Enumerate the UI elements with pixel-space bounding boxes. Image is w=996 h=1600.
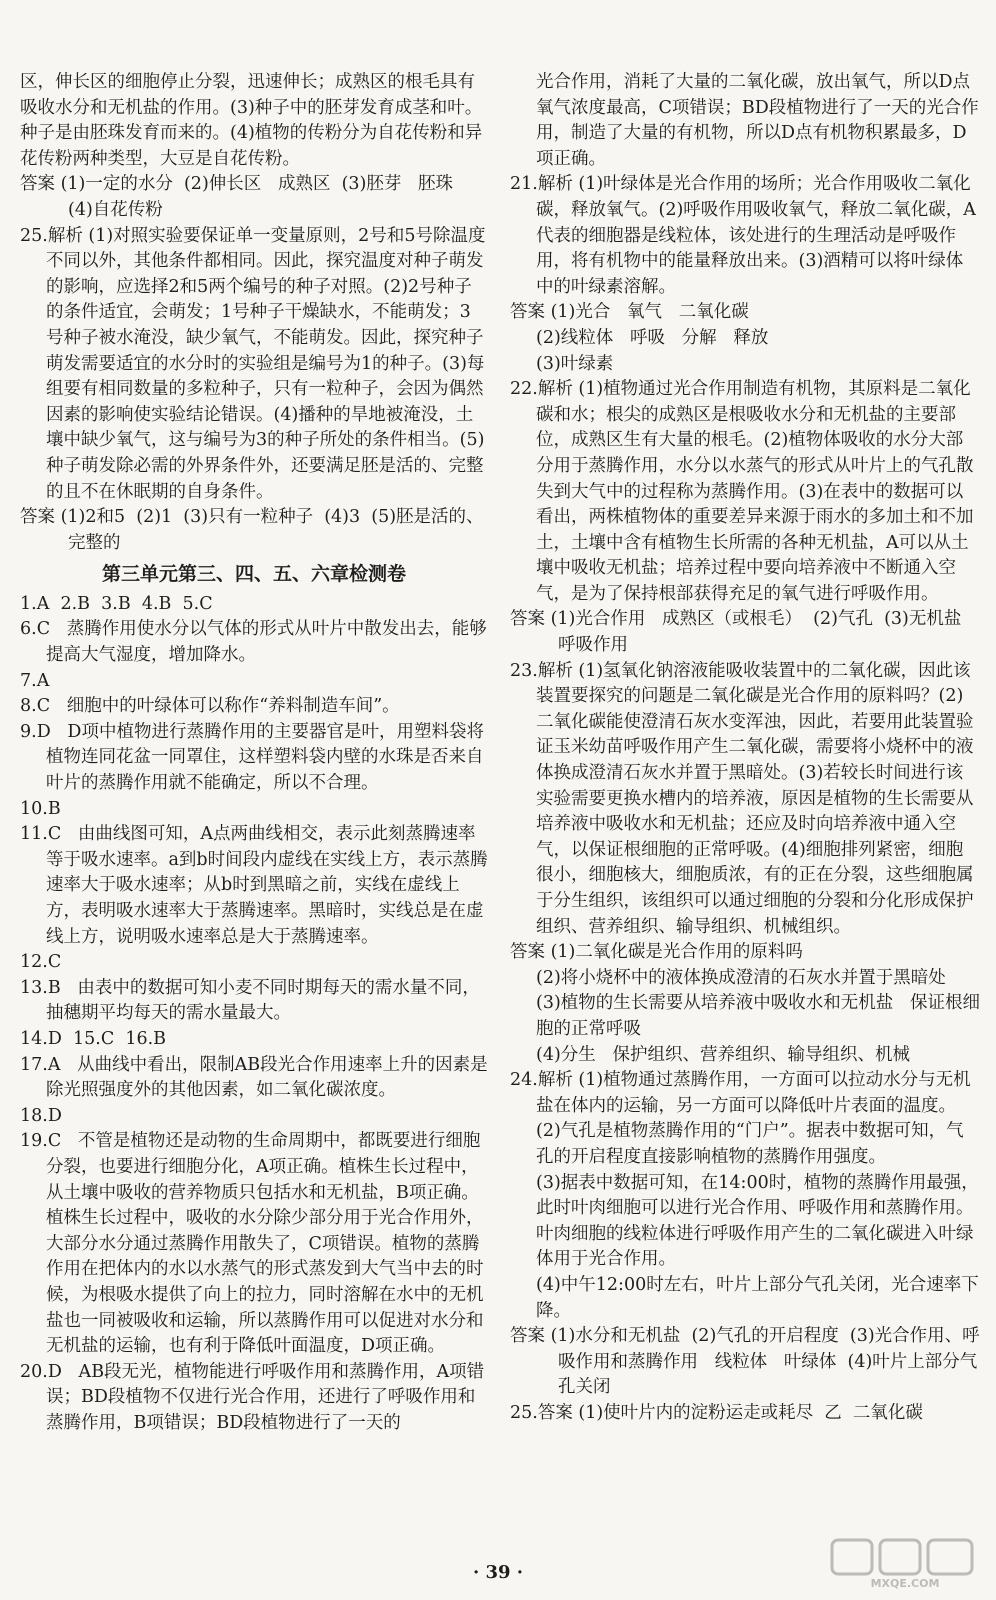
question-item: 18.D [20,1105,62,1126]
question-item: 8.C 细胞中的叶绿体可以称作“养料制造车间”。 [20,696,400,717]
question-item: 20.D AB段无光，植物能进行呼吸作用和蒸腾作用，A项错误；BD段植物不仅进行光合作用，还进行了呼吸作用和蒸腾作用，B项错误；BD段植物进行了一天的 [20,1361,485,1433]
question-item: 22.解析 (1)植物通过光合作用制造有机物，其原料是二氧化碳和水；根尖的成熟区是根吸收水分和无机盐的主要部位，成熟区生有大量的根毛。(2)植物体吸收的水分大部分用于蒸腾作用，水分以水蒸气的形式从叶片上的气孔散失到大气中的过程称为蒸腾作用。(3)在表中的数据可以看出，两株植物体的重要差异来源于雨水的多加土和不加土，土壤中含有植物生长所需的各种无机盐，A可以从土壤中吸收无机盐；培养过程中要向培养液中不断通入空气，是为了保持根部获得充足的氧气进行呼吸作用。 [510,379,974,604]
answer-block: 答案 (1)水分和无机盐 (2)气孔的开启程度 (3)光合作用、呼吸作用和蒸腾作用 线粒体 叶绿体 (4)叶片上部分气孔关闭 [510,1326,980,1398]
answer-line: (2)气孔是植物蒸腾作用的“门户”。据表中数据可知，气孔的开启程度直接影响植物的蒸腾作用强度。 [536,1121,964,1167]
right-column [510,70,980,1426]
left-column [20,70,488,1436]
answer-block: 答案 (1)光合 氧气 二氧化碳 [510,302,749,323]
answer-line: (3)植物的生长需要从培养液中吸收水和无机盐 保证根细胞的正常呼吸 [536,993,980,1039]
question-item: 1.A 2.B 3.B 4.B 5.C [20,593,213,614]
watermark-logo [830,1534,980,1590]
answer-block: 答案 (1)二氧化碳是光合作用的原料吗 [510,942,803,963]
answer-line: (2)线粒体 呼吸 分解 释放 [536,327,769,348]
question-item: 9.D D项中植物进行蒸腾作用的主要器官是叶，用塑料袋将植物连同花盆一同罩住，这样塑料袋内壁的水珠是否来自叶片的蒸腾作用就不能确定，所以不合理。 [20,721,484,794]
answer-line: (2)将小烧杯中的液体换成澄清的石灰水并置于黑暗处 [536,967,946,988]
answer-line: (4)分生 保护组织、营养组织、输导组织、机械 [536,1044,910,1065]
question-item: 11.C 由曲线图可知，A点两曲线相交，表示此刻蒸腾速率等于吸水速率。a到b时间段内虚线在实线上方，表示蒸腾速率大于吸水速率；从b时到黑暗之前，实线在虚线上方，表明吸水速率大于蒸腾速率。黑暗时，实线总是在虚线上方，说明吸水速率总是大于蒸腾速率。 [20,824,488,947]
page-number: · 39 · [472,1562,524,1583]
question-item: 25.答案 (1)使叶片内的淀粉运走或耗尽 乙 二氧化碳 [510,1402,923,1423]
question-item: 10.B [20,798,61,819]
question-item: 6.C 蒸腾作用使水分以气体的形式从叶片中散发出去，能够提高大气湿度，增加降水。 [20,619,487,666]
answer-block: 答案 (1)2和5 (2)1 (3)只有一粒种子 (4)3 (5)胚是活的、完整的 [20,507,484,553]
answer-line: (4)中午12:00时左右，叶片上部分气孔关闭，光合速率下降。 [536,1274,979,1321]
answer-line: (3)叶绿素 [536,353,614,374]
question-item: 17.A 从曲线中看出，限制AB段光合作用速率上升的因素是除光照强度外的其他因素，如二氧化碳浓度。 [20,1054,488,1101]
question-item: 23.解析 (1)氢氧化钠溶液能吸收装置中的二氧化碳，因此该装置要探究的问题是二氧化碳是光合作用的原料吗？(2)二氧化碳能使澄清石灰水变浑浊，因此，若要用此装置验证玉米幼苗呼吸作用产生二氧化碳，需要将小烧杯中的液体换成澄清石灰水并置于黑暗处。(3)若较长时间进行该实验需要更换水槽内的培养液，原因是植物的生长需要从培养液中吸收水和无机盐；还应及时向培养液中通入空气，以保证根细胞的正常呼吸。(4)细胞排列紧密，细胞很小，细胞核大，细胞质浓，有的正在分裂，这些细胞属于分生组织，该组织可以通过细胞的分裂和分化形成保护组织、营养组织、输导组织、机械组织。 [510,660,974,937]
svg-text:MXQE.COM: MXQE.COM [870,1577,940,1590]
question-item: 14.D 15.C 16.B [20,1028,167,1049]
question-item: 13.B 由表中的数据可知小麦不同时期每天的需水量不同，抽穗期平均每天的需水量最大。 [20,977,480,1024]
question-item: 7.A [20,670,50,691]
question-item: 19.C 不管是植物还是动物的生命周期中，都既要进行细胞分裂，也要进行细胞分化，A项正确。植株生长过程中，从土壤中吸收的营养物质只包括水和无机盐，B项正确。植株生长过程中，吸收的水分除少部分用于光合作用外，大部分水分通过蒸腾作用散失了，C项错误。植物的蒸腾作用在把体内的水以水蒸气的形式蒸发到大气当中去的时候，为根吸水提供了向上的拉力，同时溶解在水中的无机盐也一同被吸收和运输，所以蒸腾作用可以促进对水分和无机盐的运输，也有利于降低叶面温度，D项正确。 [20,1131,484,1357]
question-item: 21.解析 (1)叶绿体是光合作用的场所；光合作用吸收二氧化碳，释放氧气。(2)呼吸作用吸收氧气，释放二氧化碳，A代表的细胞器是线粒体，该处进行的生理活动是呼吸作用，将有机物中的能量释放出来。(3)酒精可以将叶绿体中的叶绿素溶解。 [510,174,976,297]
paragraph: 区，伸长区的细胞停止分裂，迅速伸长；成熟区的根毛具有吸收水分和无机盐的作用。(3)种子中的胚芽发育成茎和叶。种子是由胚珠发育而来的。(4)植物的传粉分为自花传粉和异花传粉两种类型，大豆是自花传粉。 [20,72,483,169]
continued-text: 光合作用，消耗了大量的二氧化碳，放出氧气，所以D点氧气浓度最高，C项错误；BD段植物进行了一天的光合作用，制造了大量的有机物，所以D点有机物积累最多，D项正确。 [536,72,979,169]
question-item: 12.C [20,952,62,973]
answer-line: (3)据表中数据可知，在14:00时，植物的蒸腾作用最强，此时叶肉细胞可以进行光合作用、呼吸作用和蒸腾作用。叶肉细胞的线粒体进行呼吸作用产生的二氧化碳进入叶绿体用于光合作用。 [536,1172,979,1270]
section-title: 第三单元第三、四、五、六章检测卷 [101,563,406,586]
question-item: 25.解析 (1)对照实验要保证单一变量原则，2号和5号除温度不同以外，其他条件都相同。因此，探究温度对种子萌发的影响，应选择2和5两个编号的种子对照。(2)2号种子的条件适宜，会萌发；1号种子干燥缺水，不能萌发；3号种子被水淹没，缺少氧气，不能萌发。因此，探究种子萌发需要适宜的水分时的实验组是编号为1的种子。(3)每组要有相同数量的多粒种子，只有一粒种子，会因为偶然因素的影响使实验结论错误。(4)播种的旱地被淹没，土壤中缺少氧气，这与编号为3的种子所处的条件相当。(5)种子萌发除必需的外界条件外，还要满足胚是活的、完整的且不在休眠期的自身条件。 [20,225,486,502]
question-item: 24.解析 (1)植物通过蒸腾作用，一方面可以拉动水分与无机盐在体内的运输，另一方面可以降低叶片表面的温度。 [510,1070,971,1116]
answer-block: 答案 (1)一定的水分 (2)伸长区 成熟区 (3)胚芽 胚珠 (4)自花传粉 [20,174,465,220]
answer-block: 答案 (1)光合作用 成熟区（或根毛） (2)气孔 (3)无机盐 呼吸作用 [510,609,979,656]
